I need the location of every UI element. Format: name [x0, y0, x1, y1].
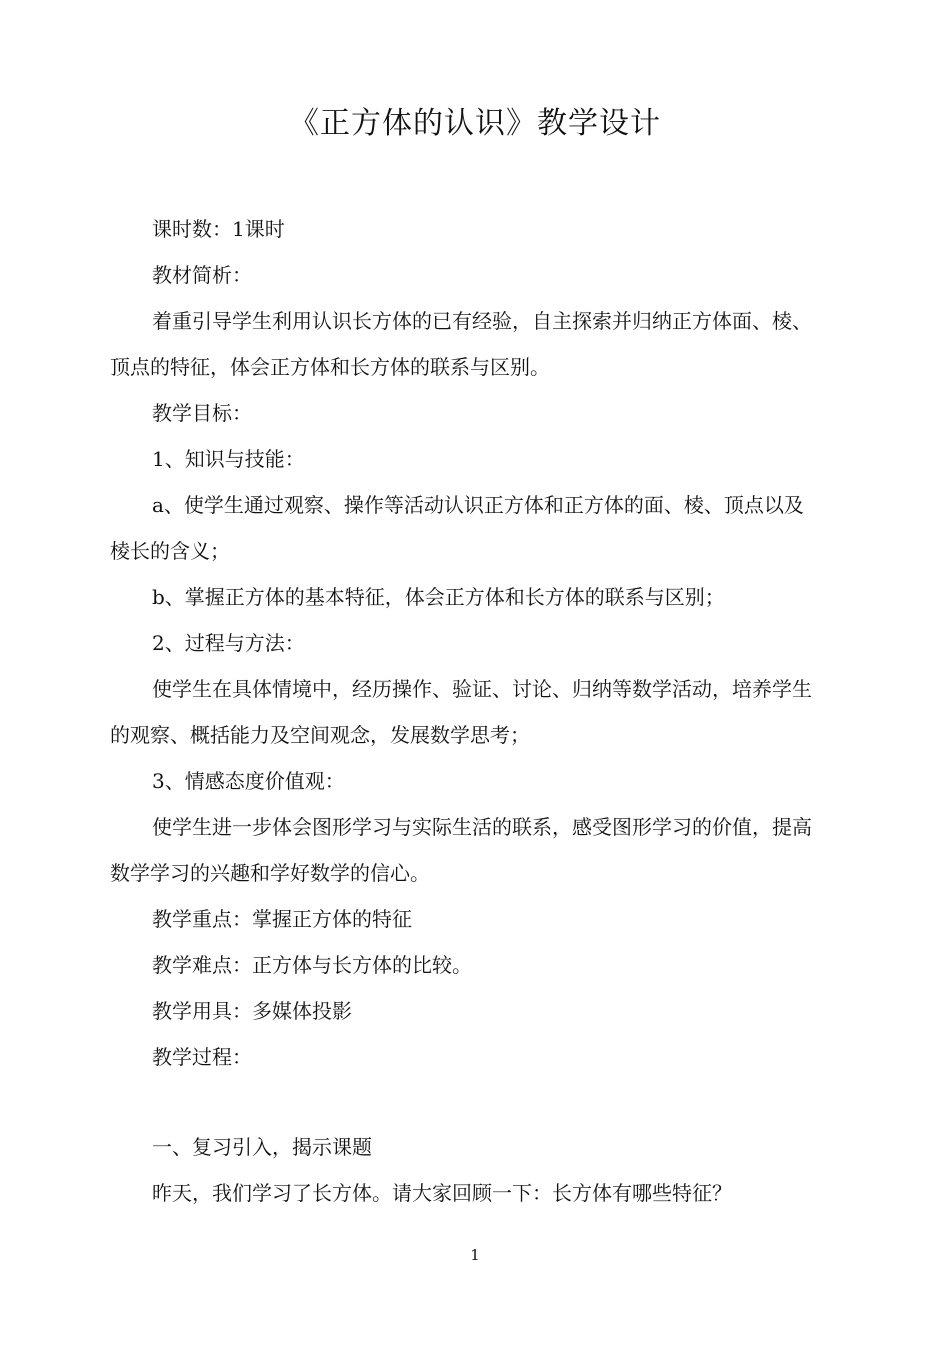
- class-hours-line: 课时数：1课时: [152, 217, 285, 241]
- process-method-text-2: 的观察、概括能力及空间观念，发展数学思考；: [110, 723, 530, 747]
- process-method-text-1: 使学生在具体情境中，经历操作、验证、讨论、归纳等数学活动，培养学生: [152, 677, 812, 701]
- teaching-focus-line: 教学重点：掌握正方体的特征: [152, 907, 412, 931]
- document-title: 《正方体的认识》教学设计: [289, 106, 661, 141]
- goal-a-text-2: 棱长的含义；: [110, 539, 230, 563]
- goal-a-text-1: a、使学生通过观察、操作等活动认识正方体和正方体的面、棱、顶点以及: [152, 493, 804, 517]
- teaching-goals-heading: 教学目标：: [152, 401, 252, 425]
- process-method-heading: 2、过程与方法：: [152, 631, 305, 655]
- material-analysis-heading: 教材简析：: [152, 263, 252, 287]
- emotion-values-text-1: 使学生进一步体会图形学习与实际生活的联系，感受图形学习的价值，提高: [152, 815, 812, 839]
- emotion-values-heading: 3、情感态度价值观：: [152, 769, 345, 793]
- teaching-tools-line: 教学用具：多媒体投影: [152, 999, 352, 1023]
- page-number: 1: [470, 1246, 480, 1264]
- material-analysis-text-2: 顶点的特征，体会正方体和长方体的联系与区别。: [110, 355, 550, 379]
- section-one-heading: 一、复习引入，揭示课题: [152, 1135, 372, 1159]
- section-one-text: 昨天，我们学习了长方体。请大家回顾一下：长方体有哪些特征？: [152, 1181, 732, 1205]
- knowledge-skills-heading: 1、知识与技能：: [152, 447, 305, 471]
- goal-b-text: b、掌握正方体的基本特征，体会正方体和长方体的联系与区别；: [152, 585, 725, 609]
- teaching-process-heading: 教学过程：: [152, 1045, 252, 1069]
- emotion-values-text-2: 数学学习的兴趣和学好数学的信心。: [110, 861, 430, 885]
- teaching-difficulty-line: 教学难点：正方体与长方体的比较。: [152, 953, 472, 977]
- material-analysis-text-1: 着重引导学生利用认识长方体的已有经验，自主探索并归纳正方体面、棱、: [152, 309, 812, 333]
